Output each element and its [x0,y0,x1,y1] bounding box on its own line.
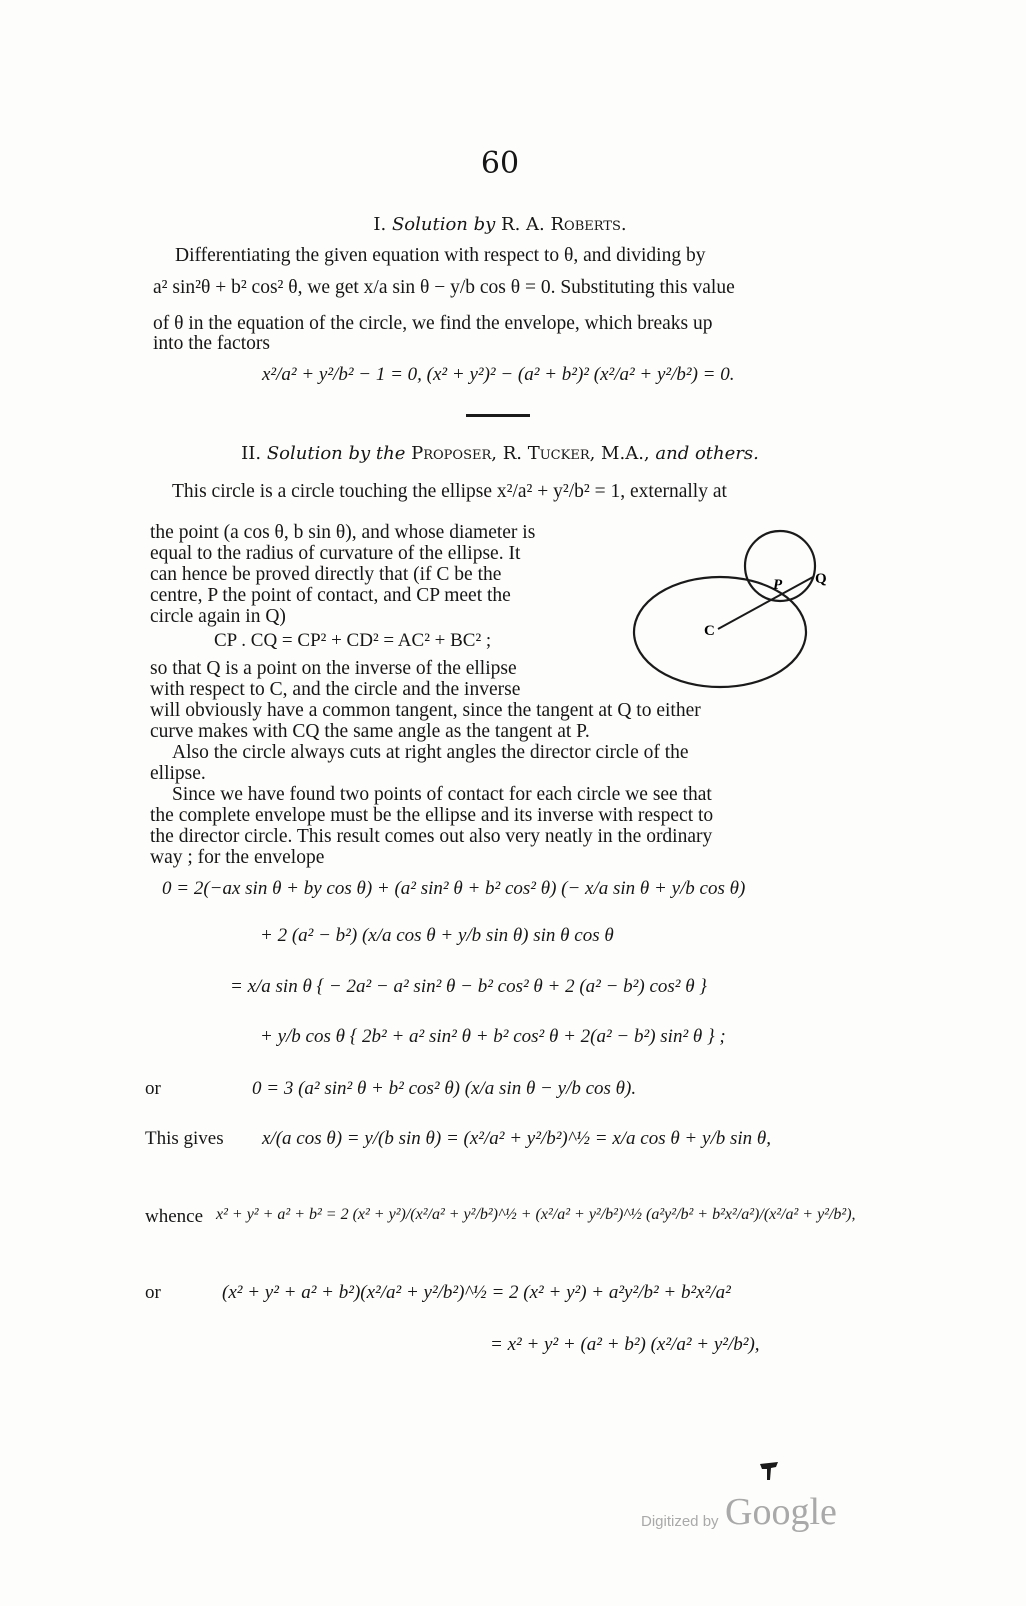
heading-italic-2b: and others. [655,443,759,464]
google-watermark [641,1490,851,1540]
cp-equation: CP . CQ = CP² + CD² = AC² + BC² ; [214,630,492,651]
label-p: P [773,577,783,593]
derivation-line-1: 0 = 2(−ax sin θ + by cos θ) + (a² sin² θ + b² cos² θ) (− x/a sin θ + y/b cos θ) [162,878,746,899]
full-line-6: the complete envelope must be the ellipse and its inverse with respect to [150,805,714,826]
section1-equation: x²/a² + y²/b² − 1 = 0, (x² + y²)² − (a² + b²)² (x²/a² + y²/b²) = 0. [262,364,735,385]
derivation-line-4: + y/b cos θ { 2b² + a² sin² θ + b² cos² θ + 2(a² − b²) sin² θ } ; [260,1026,726,1047]
derivation-line-5: 0 = 3 (a² sin² θ + b² cos² θ) (x/a sin θ − y/b cos θ). [252,1078,637,1099]
full-line-1: will obviously have a common tangent, since the tangent at Q to either [150,700,701,721]
section-divider [466,414,530,417]
full-line-5: Since we have found two points of contact for each circle we see that [172,784,712,805]
wrap-line-2: equal to the radius of curvature of the ellipse. It [150,543,521,564]
derivation-line-8: (x² + y² + a² + b²)(x²/a² + y²/b²)^½ = 2 (x² + y²) + a²y²/b² + b²x²/a² [222,1282,731,1303]
wrap-line-1: the point (a cos θ, b sin θ), and whose diameter is [150,522,536,543]
full-line-4: ellipse. [150,763,206,784]
heading-author: R. A. Roberts. [501,214,627,235]
full-line-2: curve makes with CQ the same angle as the tangent at P. [150,721,590,742]
section1-line-3: of θ in the equation of the circle, we find the envelope, which breaks up [153,313,713,334]
heading-numeral: I. [373,214,387,235]
ellipse-shape [634,577,806,687]
derivation-line-7: x² + y² + a² + b² = 2 (x² + y²)/(x²/a² + y²/b²)^½ + (x²/a² + y²/b²)^½ (a²y²/b² + b²x²/a²)/(x²/a² + y²/b²), [216,1206,856,1223]
printers-mark-icon [758,1460,782,1482]
heading-italic-2a: Solution by the [266,443,406,464]
derivation-line-6: x/(a cos θ) = y/(b sin θ) = (x²/a² + y²/b²)^½ = x/a cos θ + y/b sin θ, [262,1128,771,1149]
full-line-3: Also the circle always cuts at right angles the director circle of the [172,742,689,763]
full-line-8: way ; for the envelope [150,847,325,868]
label-c: C [704,623,715,639]
heading-italic: Solution by [391,214,496,235]
derivation-line-2: + 2 (a² − b²) (x/a cos θ + y/b sin θ) sin θ cos θ [260,925,614,946]
or-label-2: or [145,1282,161,1303]
ellipse-circle-figure [630,525,840,695]
full-line-7: the director circle. This result comes out also very neatly in the ordinary [150,826,713,847]
watermark-prefix: Digitized by [641,1513,719,1530]
or-label-1: or [145,1078,161,1099]
section-heading-tucker [0,443,1000,464]
section1-line-4: into the factors [153,333,270,354]
watermark-brand: Google [725,1491,837,1533]
wrap-line-3: can hence be proved directly that (if C be the [150,564,502,585]
derivation-line-9: = x² + y² + (a² + b²) (x²/a² + y²/b²), [490,1334,760,1355]
section1-line-1: Differentiating the given equation with respect to θ, and dividing by [175,245,706,266]
section-heading-roberts [0,214,1000,235]
after-line-1: so that Q is a point on the inverse of the ellipse [150,658,517,679]
heading-author-2: Proposer, R. Tucker, M.A., [411,443,650,464]
wrap-line-4: centre, P the point of contact, and CP meet the [150,585,511,606]
page-number: 60 [480,146,520,181]
after-line-2: with respect to C, and the circle and the inverse [150,679,521,700]
label-q: Q [815,571,827,587]
wrap-line-5: circle again in Q) [150,606,286,627]
section1-line-2: a² sin²θ + b² cos² θ, we get x/a sin θ − y/b cos θ = 0. Substituting this value [153,277,735,298]
this-gives-label: This gives [145,1128,224,1149]
whence-label: whence [145,1206,204,1227]
section2-intro: This circle is a circle touching the ellipse x²/a² + y²/b² = 1, externally at [172,481,727,502]
heading-numeral-2: II. [241,443,262,464]
derivation-line-3: = x/a sin θ { − 2a² − a² sin² θ − b² cos² θ + 2 (a² − b²) cos² θ } [230,976,707,997]
